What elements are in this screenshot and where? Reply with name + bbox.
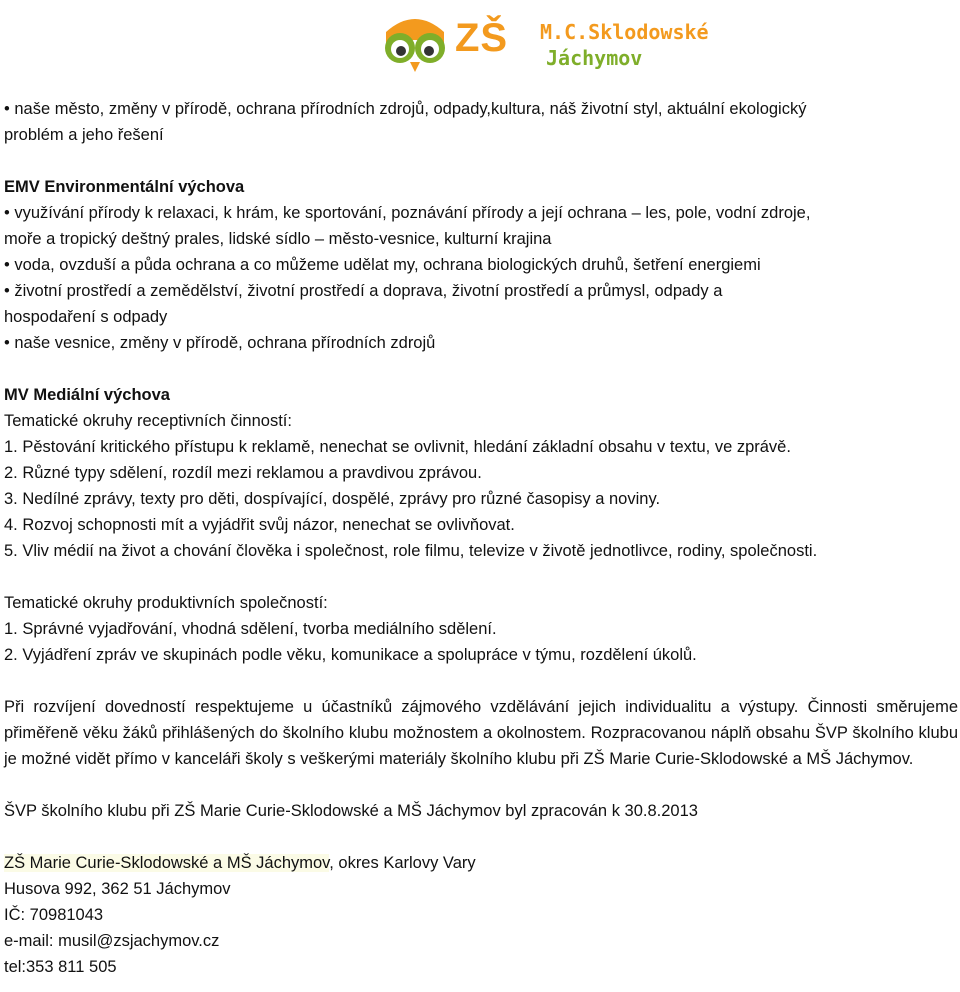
svp-note: ŠVP školního klubu při ZŠ Marie Curie-Sklodowské a MŠ Jáchymov byl zpracován k 30.8.2013 [4, 802, 698, 820]
contact-address: Husova 992, 362 51 Jáchymov [4, 880, 231, 898]
contact-region: , okres Karlovy Vary [329, 854, 476, 872]
productive-heading: Tematické okruhy produktivních společností: [4, 594, 328, 612]
receptive-item: 5. Vliv médií na život a chování člověka i společnost, role filmu, televize v životě jednotlivce, rodiny, společnosti. [4, 542, 818, 560]
logo-town: Jáchymov [546, 46, 643, 70]
contact-ico: IČ: 70981043 [4, 906, 104, 924]
receptive-item: 2. Různé typy sdělení, rozdíl mezi reklamou a pravdivou zprávou. [4, 464, 482, 482]
logo-zs-text: ZŠ [455, 16, 509, 60]
logo-school-name: M.C.Sklodowské [540, 20, 709, 44]
emv-line: • naše vesnice, změny v přírodě, ochrana přírodních zdrojů [4, 334, 436, 352]
receptive-item: 1. Pěstování kritického přístupu k reklamě, nenechat se ovlivnit, hledání základní obsahu v textu, ve zprávě. [4, 438, 791, 456]
contact-tel: tel:353 811 505 [4, 958, 117, 976]
mv-heading: MV Mediální výchova [4, 386, 170, 404]
emv-line: moře a tropický deštný prales, lidské sídlo – město-vesnice, kulturní krajina [4, 230, 552, 248]
bullet-line: • naše město, změny v přírodě, ochrana přírodních zdrojů, odpady,kultura, náš životní styl, aktuální ekologický [4, 100, 807, 118]
contact-email: e-mail: musil@zsjachymov.cz [4, 932, 220, 950]
emv-line: • využívání přírody k relaxaci, k hrám, ke sportování, poznávání přírody a její ochrana – les, pole, vodní zdroje, [4, 204, 811, 222]
emv-line: hospodaření s odpady [4, 308, 168, 326]
emv-heading: EMV Environmentální výchova [4, 178, 245, 196]
receptive-item: 4. Rozvoj schopnosti mít a vyjádřit svůj názor, nenechat se ovlivňovat. [4, 516, 515, 534]
owl-icon [380, 12, 450, 74]
school-logo [380, 10, 709, 76]
contact-name-line [4, 850, 958, 876]
emv-line: • voda, ovzduší a půda ochrana a co můžeme udělat my, ochrana biologických druhů, šetření energiemi [4, 256, 761, 274]
emv-line: • životní prostředí a zemědělství, životní prostředí a doprava, životní prostředí a průmysl, odpady a [4, 282, 723, 300]
receptive-heading: Tematické okruhy receptivních činností: [4, 412, 292, 430]
bullet-line: problém a jeho řešení [4, 126, 164, 144]
body-paragraph: Při rozvíjení dovedností respektujeme u účastníků zájmového vzdělávání jejich individualitu a výstupy. Činnosti směrujeme přiměřeně věku žáků přihlášených do školního klubu možnostem a okolnostem. Rozpracovanou náplň obsahu ŠVP školního klubu je možné vidět přímo v kanceláři školy s veškerými materiály školního klubu při ZŠ Marie Curie-Sklodowské a MŠ Jáchymov. [4, 698, 958, 768]
contact-school-name: ZŠ Marie Curie-Sklodowské a MŠ Jáchymov [4, 854, 330, 872]
productive-item: 2. Vyjádření zpráv ve skupinách podle věku, komunikace a spolupráce v týmu, rozdělení úkolů. [4, 646, 697, 664]
document-body [4, 96, 958, 980]
productive-item: 1. Správné vyjadřování, vhodná sdělení, tvorba mediálního sdělení. [4, 620, 497, 638]
receptive-item: 3. Nedílné zprávy, texty pro děti, dospívající, dospělé, zprávy pro různé časopisy a noviny. [4, 490, 661, 508]
